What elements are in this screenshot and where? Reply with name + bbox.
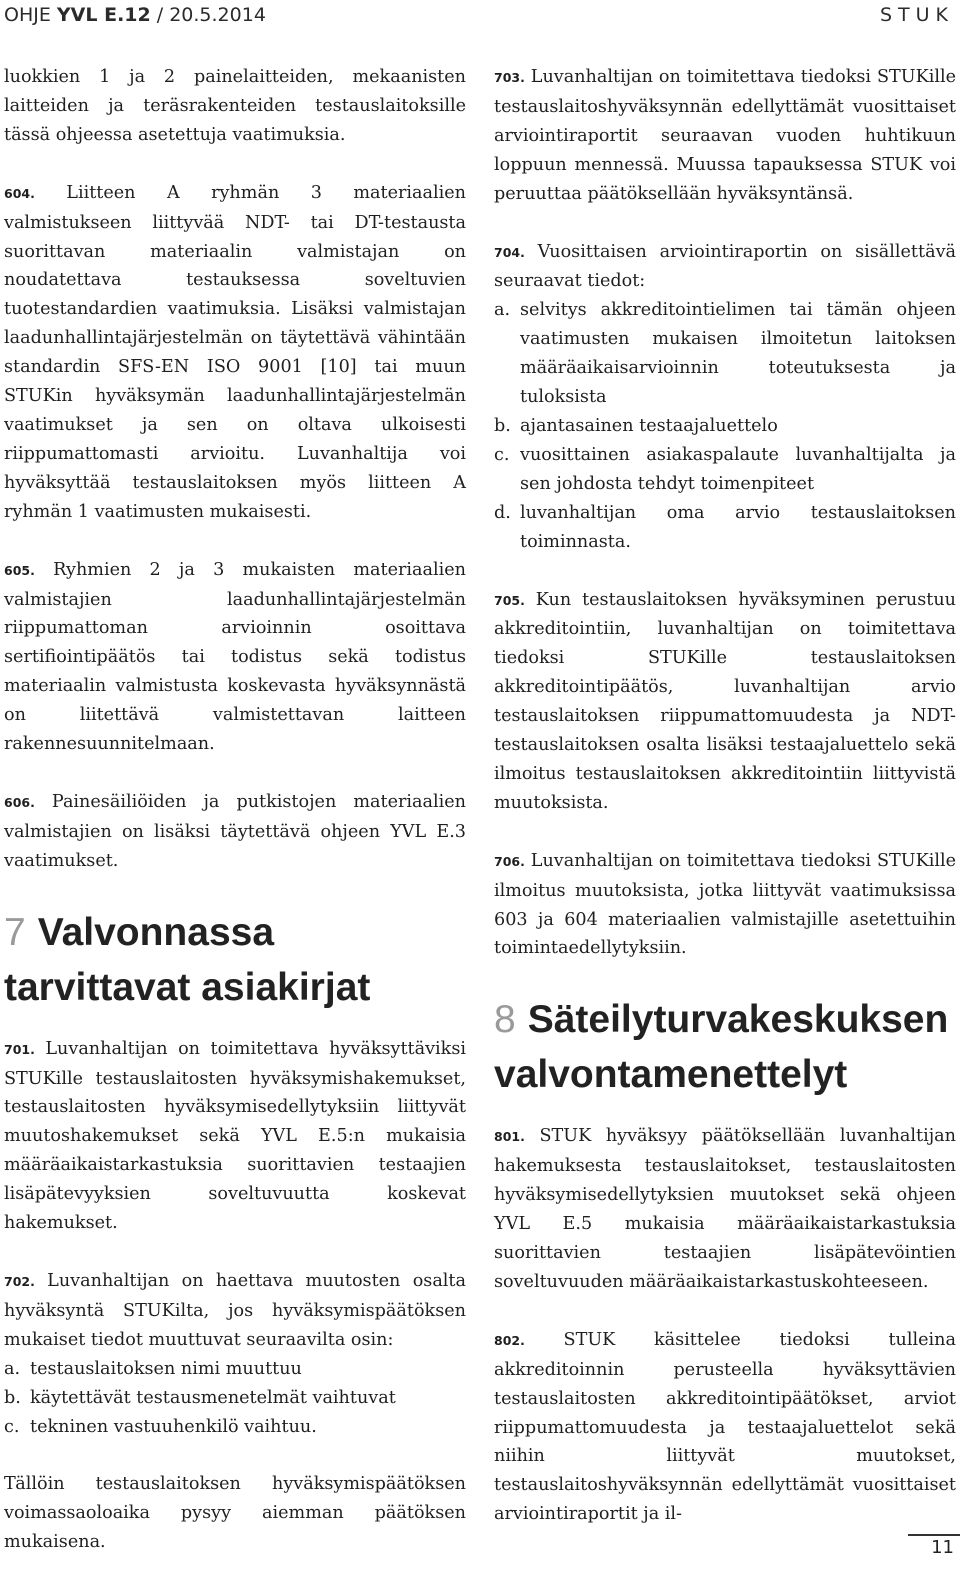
document-id: [4, 4, 266, 26]
paragraph-text: Luvanhaltijan on toimitettava tiedoksi STUKille testauslaitoshyväksynnän edellyttämät vuosittaiset arviointiraportit seuraavan vuoden huhtikuun loppuun mennessä. Muussa tapauksessa STUK voi peruuttaa päätöksellään hyväksyntänsä.: [494, 67, 957, 204]
list-item: [494, 499, 956, 557]
section-number: 8: [494, 998, 516, 1042]
list-text: käytettävät testausmenetelmät vaihtuvat: [30, 1387, 396, 1408]
paragraph-801: [494, 1122, 956, 1296]
list-item: [4, 1384, 466, 1413]
list-text: luvanhaltijan oma arvio testauslaitoksen toiminnasta.: [520, 502, 956, 552]
paragraph-number: 604.: [4, 185, 35, 201]
list-702: [4, 1355, 466, 1442]
paragraph-605: [4, 556, 466, 759]
org-name: STUK: [879, 4, 954, 26]
paragraph-606: [4, 788, 466, 876]
paragraph-text: Vuosittaisen arviointiraportin on sisällettävä seuraavat tiedot:: [494, 241, 956, 292]
list-item: [494, 296, 956, 412]
page-header: [4, 4, 954, 32]
list-letter: d.: [494, 502, 511, 523]
list-item: [494, 441, 956, 499]
section-title: Säteilyturvakeskuksen valvontamenettelyt: [494, 998, 949, 1097]
paragraph-text: Painesäiliöiden ja putkistojen materiaalien valmistajien on lisäksi täytettävä ohjeen YVL E.3 vaatimukset.: [4, 791, 466, 871]
list-text: selvitys akkreditointielimen tai tämän ohjeen vaatimusten mukaisen ilmoitetun laitoksen määräaikaisarvioinnin toteutuksesta ja tuloksista: [520, 300, 956, 408]
list-letter: c.: [494, 444, 510, 465]
paragraph-text: STUK hyväksyy päätöksellään luvanhaltijan hakemuksesta testauslaitokset, testauslaitosten hyväksymisedellytyksien muutokset sekä ohjeen YVL E.5 mukaisia määräaikaistarkastuksia suorittavien testaajien lisäpätevöintien soveltuvuuden määräaikaistarkastuskohteeseen.: [494, 1126, 956, 1292]
paragraph-text: STUK käsittelee tiedoksi tulleina akkreditoinnin perusteella hyväksyttävien testauslaitosten akkreditointipäätökset, arviot riippumattomuudesta ja testaajaluettelot sekä niihin liittyvät muutokset, testauslaitoshyväksynnän edellyttämät vuosittaiset arviointiraportit ja il-: [494, 1329, 957, 1525]
paragraph-number: 606.: [4, 794, 35, 810]
paragraph-706: [494, 847, 956, 964]
list-item: [494, 412, 956, 441]
paragraph-text: Luvanhaltijan on haettava muutosten osalta hyväksyntä STUKilta, jos hyväksymispäätöksen mukaiset tiedot muuttuvat seuraavilta osin:: [4, 1271, 466, 1350]
paragraph-text: Luvanhaltijan on toimitettava hyväksyttäviksi STUKille testauslaitosten hyväksymishakemukset, testauslaitosten hyväksymisedellytyksiin liittyvät muutoshakemukset sekä YVL E.5:n mukaisia määräaikaistarkastuksia suorittavien testaajien lisäpätevyyksien soveltuvuutta koskevat hakemukset.: [4, 1038, 466, 1234]
list-letter: a.: [494, 300, 511, 321]
paragraph-number: 605.: [4, 562, 35, 578]
page-number: 11: [931, 1537, 954, 1558]
doc-date: / 20.5.2014: [150, 4, 266, 26]
list-text: ajantasainen testaajaluettelo: [520, 415, 778, 436]
paragraph-text: Kun testauslaitoksen hyväksyminen perustuu akkreditointiin, luvanhaltijan on toimitettava tiedoksi STUKille testauslaitoksen akkreditointipäätös, luvanhaltijan arvio testauslaitoksen riippumattomuudesta ja NDT-testauslaitoksen osalta lisäksi testaajaluettelo sekä ilmoitus testauslaitoksen akkreditointiin liittyvistä muutoksista.: [494, 589, 957, 813]
list-text: vuosittainen asiakaspalaute luvanhaltijalta ja sen johdosta tehdyt toimenpiteet: [520, 444, 956, 494]
list-704: [494, 296, 956, 556]
paragraph-number: 703.: [494, 70, 525, 85]
section-heading-7: [4, 905, 466, 1015]
list-text: testauslaitoksen nimi muuttuu: [30, 1358, 302, 1379]
section-number: 7: [4, 910, 26, 954]
paragraph-number: 801.: [494, 1129, 525, 1145]
list-letter: a.: [4, 1358, 21, 1379]
paragraph-702: [4, 1267, 466, 1355]
doc-code: YVL E.12: [56, 4, 151, 26]
paragraph-802: [494, 1326, 956, 1529]
paragraph-number: 706.: [494, 853, 525, 869]
footer-rule: [908, 1534, 960, 1536]
list-item: [4, 1413, 466, 1442]
paragraph-number: 704.: [494, 244, 525, 260]
list-text: tekninen vastuuhenkilö vaihtuu.: [30, 1416, 317, 1437]
list-letter: c.: [4, 1416, 20, 1437]
paragraph-number: 701.: [4, 1041, 35, 1057]
paragraph-702-note: Tällöin testauslaitoksen hyväksymispäätöksen voimassaoloaika pysyy aiemman päätöksen mukaisena.: [4, 1474, 466, 1553]
section-heading-8: [494, 992, 956, 1102]
list-item: [4, 1355, 466, 1384]
paragraph-number: 802.: [494, 1332, 525, 1348]
paragraph-text: Luvanhaltijan on toimitettava tiedoksi STUKille ilmoitus muutoksista, jotka liittyvät vaatimuksissa 603 ja 604 materiaalien valmistajille asetettuihin toimintaedellytyksiin.: [494, 850, 957, 959]
list-letter: b.: [494, 415, 511, 436]
paragraph-701: [4, 1035, 466, 1238]
paragraph-705: [494, 586, 956, 818]
paragraph-number: 705.: [494, 592, 525, 608]
paragraph-number: 702.: [4, 1274, 35, 1289]
doc-prefix: OHJE: [4, 4, 51, 26]
paragraph-continued: luokkien 1 ja 2 painelaitteiden, mekaanisten laitteiden ja teräsrakenteiden testauslaitoksille tässä ohjeessa asetettuja vaatimuksia.: [4, 67, 466, 145]
left-column: [4, 63, 466, 1586]
paragraph-604: [4, 179, 466, 527]
section-title: Valvonnassa tarvittavat asiakirjat: [4, 910, 371, 1009]
paragraph-703: [494, 63, 956, 209]
list-letter: b.: [4, 1387, 21, 1408]
right-column: [494, 63, 956, 1558]
paragraph-text: Ryhmien 2 ja 3 mukaisten materiaalien valmistajien laadunhallintajärjestelmän riippumattoman arvioinnin osoittava sertifiointipäätös tai todistus sekä todistus materiaalin valmistusta koskevasta hyväksynnästä on liitettävä valmistettavan laitteen rakennesuunnitelmaan.: [4, 559, 467, 755]
paragraph-text: Liitteen A ryhmän 3 materiaalien valmistukseen liittyvää NDT- tai DT-testausta suorittavan materiaalin valmistajan on noudatettava testauksessa soveltuvien tuotestandardien vaatimuksia. Lisäksi valmistajan laadunhallintajärjestelmän on täytettävä vähintään standardin SFS-EN ISO 9001 [10] tai muun STUKin hyväksymän laadunhallintajärjestelmän vaatimukset ja sen on oltava ulkoisesti riippumattomasti arvioitu. Luvanhaltija voi hyväksyttää testauslaitoksen myös liitteen A ryhmän 1 vaatimusten mukaisesti.: [4, 182, 466, 522]
paragraph-704: [494, 238, 956, 297]
